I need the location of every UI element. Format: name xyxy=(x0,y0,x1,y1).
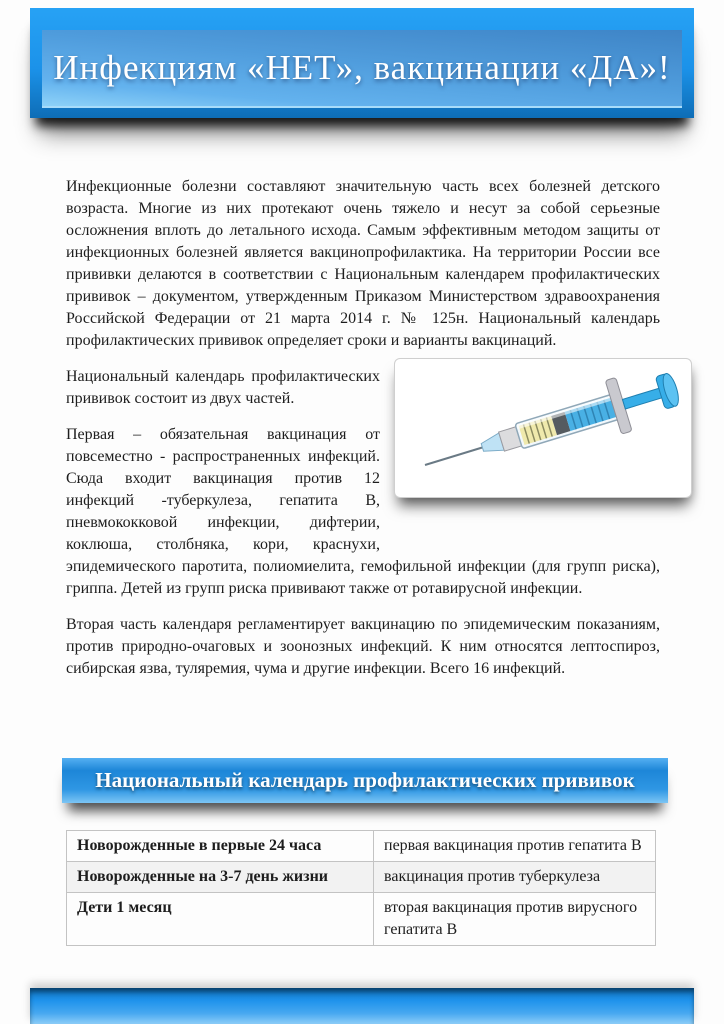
syringe-icon xyxy=(395,359,691,497)
paragraph-second-part: Вторая часть календаря регламентирует вакцинацию по эпидемическим показаниям, против природно-очаговых и зоонозных инфекций. К ним относятся лептоспироз, сибирская язва, туляремия, чума и другие инфекции. Всего 16 инфекций. xyxy=(66,616,660,677)
page-title: Инфекциям «НЕТ», вакцинации «ДА»! xyxy=(53,48,671,87)
bottom-banner-edge xyxy=(30,988,694,1024)
syringe-figure xyxy=(394,358,692,498)
vaccination-schedule-table xyxy=(66,830,656,946)
age-cell: Новорожденные на 3-7 день жизни xyxy=(67,862,374,893)
title-banner-panel xyxy=(42,30,682,108)
vaccine-cell: вакцинация против туберкулеза xyxy=(374,862,656,893)
paragraph-intro: Инфекционные болезни составляют значительную часть всех болезней детского возраста. Многие из них протекают очень тяжело и несут за собой серьезные осложнения вплоть до летального исхода. Самым эффективным методом защиты от инфекционных болезней является вакцинопрофилактика. На территории России все прививки делаются в соответствии с Национальным календарем профилактических прививок – документом, утвержденным Приказом Министерством здравоохранения Российской Федерации от 21 марта 2014 г. № 125н. Национальный календарь профилактических прививок определяет сроки и варианты вакцинаций. xyxy=(66,178,660,349)
table-row xyxy=(67,831,656,862)
vaccine-cell: первая вакцинация против гепатита В xyxy=(374,831,656,862)
article-body xyxy=(66,176,660,694)
paragraph-calendar-parts: Национальный календарь профилактических прививок состоит из двух частей. xyxy=(66,368,380,407)
table-banner-title: Национальный календарь профилактических прививок xyxy=(95,768,635,792)
table-banner xyxy=(62,758,668,803)
paragraph-first-part: Первая – обязательная вакцинация от повсеместно - распространенных инфекций. Сюда входит вакцинация против 12 инфекций -туберкулеза, гепатита В, пневмококковой инфекции, дифтерии, коклюша, столбняка, кори, краснухи, эпидемического паротита, полиомиелита, гемофильной инфекции (для групп риска), гриппа. Детей из групп риска прививают также от ротавирусной инфекции. xyxy=(66,426,660,597)
vaccine-cell: вторая вакцинация против вирусного гепатита В xyxy=(374,893,656,946)
table-row xyxy=(67,862,656,893)
title-banner xyxy=(30,8,694,118)
age-cell: Дети 1 месяц xyxy=(67,893,374,946)
age-cell: Новорожденные в первые 24 часа xyxy=(67,831,374,862)
table-row xyxy=(67,893,656,946)
